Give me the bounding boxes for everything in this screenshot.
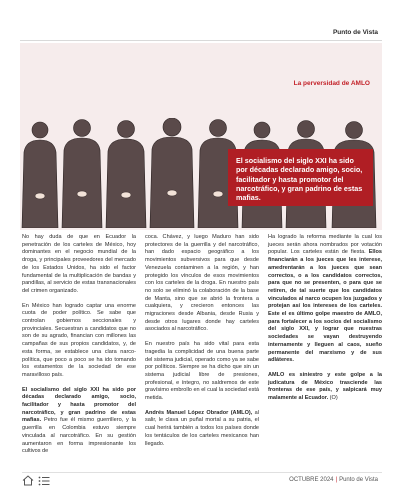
header-divider — [20, 40, 382, 41]
footer-separator: | — [335, 477, 338, 483]
page-footer — [289, 477, 378, 483]
text: Ha logrado la reforma mediante la cual los jueces serán ahora nombrados por votación popular. Los carteles están de fiesta. — [268, 234, 382, 256]
article-title: La perversidad de AMLO — [293, 80, 370, 87]
paragraph: coca. Chávez, y luego Maduro han sido protectores de la guerrilla y del narcotráfico, han dado espacio geográfico a los movimientos subversivos para que desde Venezuela contaminen a la región, y han protegido los vínculos de esos movimientos con los carteles de la droga. En nuestro país no solo se eliminó la colaboración de la base de Manta, sino que se abrió la frontera a cualquiera, y crecieron entonces las migraciones desde Albania, desde Rusia y desde otros lugares donde hay carteles asociados al narcotráfico. — [145, 234, 259, 333]
paragraph — [22, 387, 136, 456]
footer-divider — [22, 472, 382, 473]
pull-quote — [228, 149, 373, 206]
menu-icon[interactable] — [38, 476, 50, 486]
paragraph: En México han logrado captar una enorme cuota de poder político. Se sabe que controlan gobiernos seccionales y provinciales. Secuestran a candidatos que no son de su agrado, financian con millones las campañas de sus propios candidatos, y, de esta forma, se establece una clara narco-política, que poco a poco se ha ido tomando los estamentos de la sociedad de ese maravilloso país. — [22, 302, 136, 378]
bold-text: Ellos financiarán a los jueces que les interese, amedrentarán a los jueces que sean correctos, o a los candidatos correctos, para que no se presenten, o para que se retiren, de tal suerte que los candidatos vinculados al narco ocupen los juzgados y protejan así los intereses de los carteles. Este el es último golpe maestro de AMLO, para fortalecer a los socios del socialismo del siglo XXI, y lograr que nuestras sociedades se vayan destruyendo internamente y lleguen al caos, sueño permanente del marxismo y de sus adláteres. — [268, 249, 382, 364]
paragraph: En nuestro país ha sido vital para esta tragedia la complicidad de una buena parte del sistema judicial, operado como ya se sabe por políticos. Siempre se ha dicho que sin un sistema judicial libre de presiones, profesional, e íntegro, no saldremos de este gravísimo embrollo en el cual la sociedad está metida. — [145, 341, 259, 402]
text: (O) — [328, 395, 338, 402]
bold-text: El socialismo del siglo XXI ha sido por décadas declarado amigo, socio, facilitador y hasta promotor del narcotráfico, y gran padrino de estas mafias. — [22, 386, 136, 424]
text: al salir, le clava un puñal mortal a su patria, el cual herirá también a todos los países donde los tentáculos de los carteles mexicanos han llegado. — [145, 409, 259, 447]
paragraph — [268, 234, 382, 365]
article-column-2 — [145, 234, 259, 455]
home-icon[interactable] — [22, 475, 34, 486]
article-column-1 — [22, 234, 136, 463]
issue-date: OCTUBRE 2024 — [289, 477, 334, 483]
bold-text: AMLO es siniestro y este golpe a la judicatura de México trasciende las fronteras de ese país, y salpicará muy malamente al Ecuador. — [268, 371, 382, 402]
text: Petro fue él mismo guerrillero, y la guerrilla en Colombia estuvo siempre vinculada al narcotráfico. En su gestión aumentaron en forma impresionante los cultivos de — [22, 417, 136, 455]
section-label: Punto de Vista — [332, 29, 378, 36]
bold-text: Andrés Manuel López Obrador (AMLO), — [145, 409, 253, 416]
article-column-3 — [268, 234, 382, 410]
pull-quote-text: El socialismo del siglo XXI ha sido por décadas declarado amigo, socio, facilitador y hasta promotor del narcotráfico, y gran padrino de estas mafias. — [236, 156, 363, 203]
footer-section: Punto de Vista — [339, 477, 378, 483]
paragraph — [145, 410, 259, 449]
paragraph: No hay duda de que en Ecuador la penetración de los carteles de México, hoy dominantes en el negocio mundial de la droga, y principales proveedores del mercado de los Estados Unidos, ha sido el factor fundamental de la multiplicación de bandas y pandillas, al servicio de estas transnacionales del crimen organizado. — [22, 234, 136, 294]
paragraph — [268, 372, 382, 403]
